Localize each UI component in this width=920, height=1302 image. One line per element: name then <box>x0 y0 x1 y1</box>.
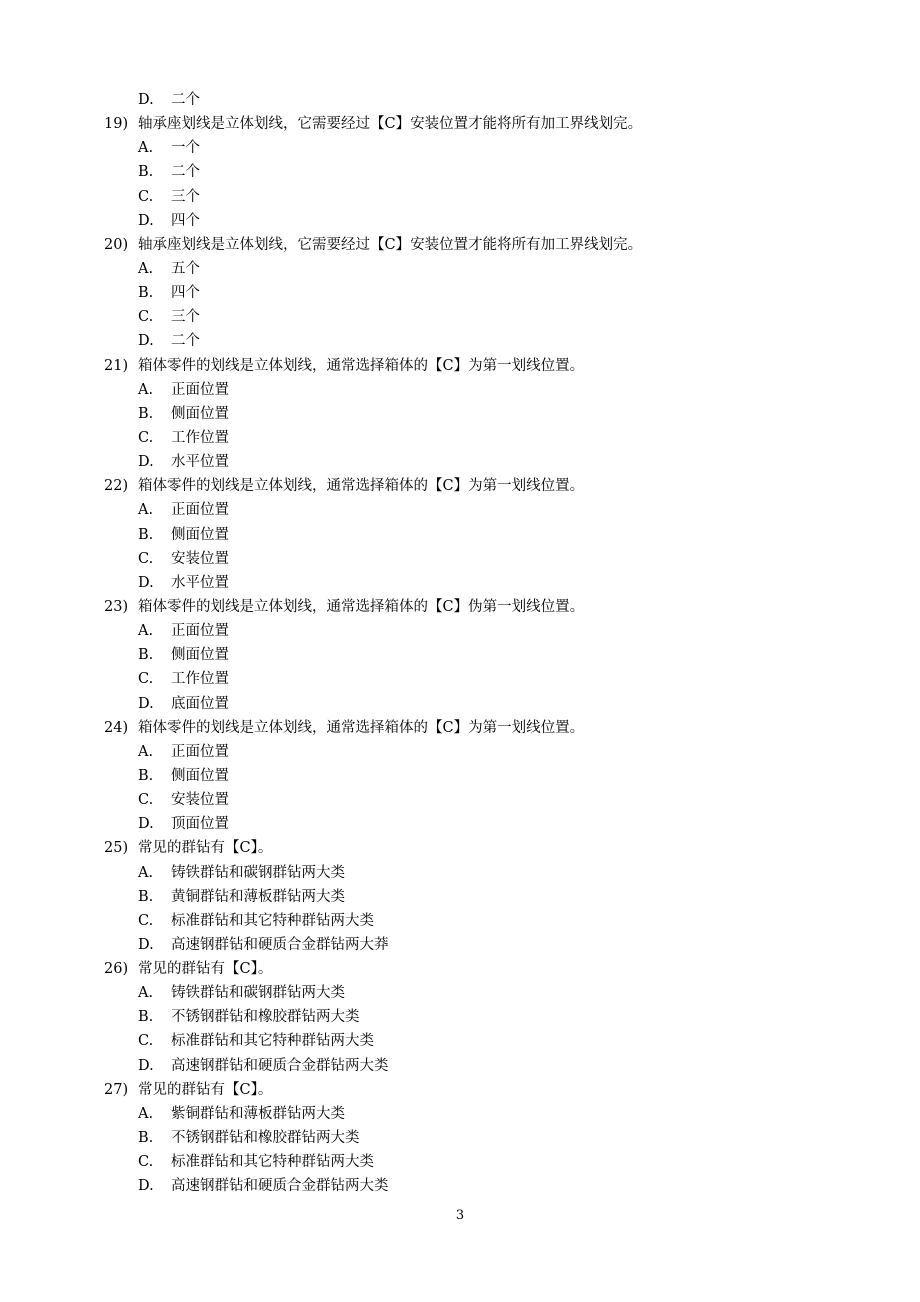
question-text: 常见的群钻有【C】。 <box>138 961 273 978</box>
option-letter: B. <box>138 1009 154 1026</box>
option-text: 不锈钢群钻和橡胶群钻两大类 <box>171 1009 360 1026</box>
option-row <box>0 933 920 957</box>
option-row <box>0 764 920 788</box>
option-text: 标准群钻和其它特种群钻两大类 <box>171 1154 374 1171</box>
option-row <box>0 378 920 402</box>
option-letter: A. <box>138 140 154 157</box>
page-number: 3 <box>455 1208 465 1223</box>
option-text: 侧面位置 <box>171 526 229 543</box>
option-row <box>0 305 920 329</box>
option-text: 标准群钻和其它特种群钻两大类 <box>171 912 374 929</box>
option-text: 正面位置 <box>171 743 229 760</box>
option-text: 工作位置 <box>171 671 229 688</box>
option-text: 侧面位置 <box>171 405 229 422</box>
option-letter: C. <box>138 671 154 688</box>
option-text: 高速钢群钻和硬质合金群钻两大类 <box>171 1057 389 1074</box>
option-row <box>0 402 920 426</box>
option-letter: B. <box>138 285 154 302</box>
question-number: 23) <box>104 598 129 615</box>
question-row <box>0 474 920 498</box>
option-text: 水平位置 <box>171 574 229 591</box>
option-row <box>0 571 920 595</box>
option-row <box>0 1005 920 1029</box>
option-text: 侧面位置 <box>171 647 229 664</box>
question-number: 25) <box>104 840 129 857</box>
option-row <box>0 329 920 353</box>
question-row <box>0 595 920 619</box>
option-letter: C. <box>138 1033 154 1050</box>
option-text: 高速钢群钻和硬质合金群钻两大类 <box>171 1178 389 1195</box>
option-row <box>0 281 920 305</box>
option-row <box>0 909 920 933</box>
option-row <box>0 692 920 716</box>
option-text: 底面位置 <box>171 695 229 712</box>
option-letter: B. <box>138 888 154 905</box>
option-letter: B. <box>138 526 154 543</box>
option-letter: B. <box>138 405 154 422</box>
question-number: 21) <box>104 357 129 374</box>
question-text: 箱体零件的划线是立体划线，通常选择箱体的【C】伪第一划线位置。 <box>138 598 585 615</box>
question-text: 箱体零件的划线是立体划线，通常选择箱体的【C】为第一划线位置。 <box>138 357 585 374</box>
option-text: 二个 <box>171 92 200 108</box>
option-row <box>0 88 920 112</box>
option-letter: C. <box>138 429 154 446</box>
option-text: 不锈钢群钻和橡胶群钻两大类 <box>171 1130 360 1147</box>
option-row <box>0 1126 920 1150</box>
option-letter: D. <box>138 936 154 953</box>
option-letter: D. <box>138 454 154 471</box>
question-row <box>0 233 920 257</box>
option-row <box>0 523 920 547</box>
option-letter: A. <box>138 743 154 760</box>
option-letter: D. <box>138 212 154 229</box>
option-letter: D. <box>138 333 154 350</box>
option-row <box>0 667 920 691</box>
option-text: 工作位置 <box>171 429 229 446</box>
question-row <box>0 716 920 740</box>
option-letter: D. <box>138 695 154 712</box>
question-list <box>0 88 920 1198</box>
option-letter: D. <box>138 574 154 591</box>
option-text: 正面位置 <box>171 381 229 398</box>
option-row <box>0 812 920 836</box>
option-row <box>0 885 920 909</box>
question-text: 箱体零件的划线是立体划线，通常选择箱体的【C】为第一划线位置。 <box>138 478 585 495</box>
question-text: 轴承座划线是立体划线，它需要经过【C】安装位置才能将所有加工界线划完。 <box>138 236 643 253</box>
option-text: 安装位置 <box>171 792 229 809</box>
option-letter: A. <box>138 985 154 1002</box>
option-row <box>0 547 920 571</box>
option-letter: D. <box>138 1057 154 1074</box>
option-row <box>0 209 920 233</box>
option-row <box>0 1029 920 1053</box>
option-text: 侧面位置 <box>171 767 229 784</box>
option-text: 三个 <box>171 309 200 326</box>
option-text: 安装位置 <box>171 550 229 567</box>
option-row <box>0 1054 920 1078</box>
option-row <box>0 788 920 812</box>
option-letter: A. <box>138 502 154 519</box>
option-text: 高速钢群钻和硬质合金群钻两大莽 <box>171 936 389 953</box>
option-row <box>0 498 920 522</box>
option-letter: C. <box>138 792 154 809</box>
option-text: 紫铜群钻和薄板群钻两大类 <box>171 1105 345 1122</box>
option-row <box>0 643 920 667</box>
option-text: 顶面位置 <box>171 816 229 833</box>
option-row <box>0 861 920 885</box>
option-letter: D. <box>138 92 154 108</box>
question-number: 26) <box>104 961 129 978</box>
option-text: 铸铁群钻和碳钢群钻两大类 <box>171 864 345 881</box>
question-row <box>0 1078 920 1102</box>
option-row <box>0 981 920 1005</box>
option-text: 正面位置 <box>171 623 229 640</box>
option-letter: A. <box>138 623 154 640</box>
option-letter: D. <box>138 1178 154 1195</box>
option-text: 二个 <box>171 164 200 181</box>
option-text: 正面位置 <box>171 502 229 519</box>
option-letter: C. <box>138 550 154 567</box>
option-row <box>0 1174 920 1198</box>
question-text: 轴承座划线是立体划线，它需要经过【C】安装位置才能将所有加工界线划完。 <box>138 116 643 133</box>
option-row <box>0 1102 920 1126</box>
option-letter: B. <box>138 164 154 181</box>
option-letter: C. <box>138 309 154 326</box>
option-letter: A. <box>138 260 154 277</box>
question-number: 22) <box>104 478 129 495</box>
option-letter: A. <box>138 864 154 881</box>
option-text: 水平位置 <box>171 454 229 471</box>
option-text: 一个 <box>171 140 200 157</box>
option-row <box>0 160 920 184</box>
option-letter: D. <box>138 816 154 833</box>
option-row <box>0 426 920 450</box>
option-letter: B. <box>138 767 154 784</box>
option-text: 三个 <box>171 188 200 205</box>
question-number: 24) <box>104 719 129 736</box>
option-row <box>0 740 920 764</box>
question-number: 27) <box>104 1081 129 1098</box>
option-text: 黄铜群钻和薄板群钻两大类 <box>171 888 345 905</box>
question-row <box>0 957 920 981</box>
option-row <box>0 257 920 281</box>
question-text: 常见的群钻有【C】。 <box>138 840 273 857</box>
question-row <box>0 354 920 378</box>
question-number: 19) <box>104 116 129 133</box>
option-letter: C. <box>138 188 154 205</box>
option-text: 二个 <box>171 333 200 350</box>
option-text: 五个 <box>171 260 200 277</box>
option-row <box>0 185 920 209</box>
option-text: 四个 <box>171 212 200 229</box>
question-row <box>0 112 920 136</box>
option-letter: C. <box>138 912 154 929</box>
option-letter: B. <box>138 1130 154 1147</box>
option-text: 四个 <box>171 285 200 302</box>
question-number: 20) <box>104 236 129 253</box>
option-letter: A. <box>138 381 154 398</box>
option-text: 标准群钻和其它特种群钻两大类 <box>171 1033 374 1050</box>
option-row <box>0 136 920 160</box>
option-letter: C. <box>138 1154 154 1171</box>
option-letter: B. <box>138 647 154 664</box>
question-row <box>0 836 920 860</box>
question-text: 常见的群钻有【C】。 <box>138 1081 273 1098</box>
question-text: 箱体零件的划线是立体划线，通常选择箱体的【C】为第一划线位置。 <box>138 719 585 736</box>
option-row <box>0 1150 920 1174</box>
option-letter: A. <box>138 1105 154 1122</box>
option-row <box>0 619 920 643</box>
option-text: 铸铁群钻和碳钢群钻两大类 <box>171 985 345 1002</box>
option-row <box>0 450 920 474</box>
